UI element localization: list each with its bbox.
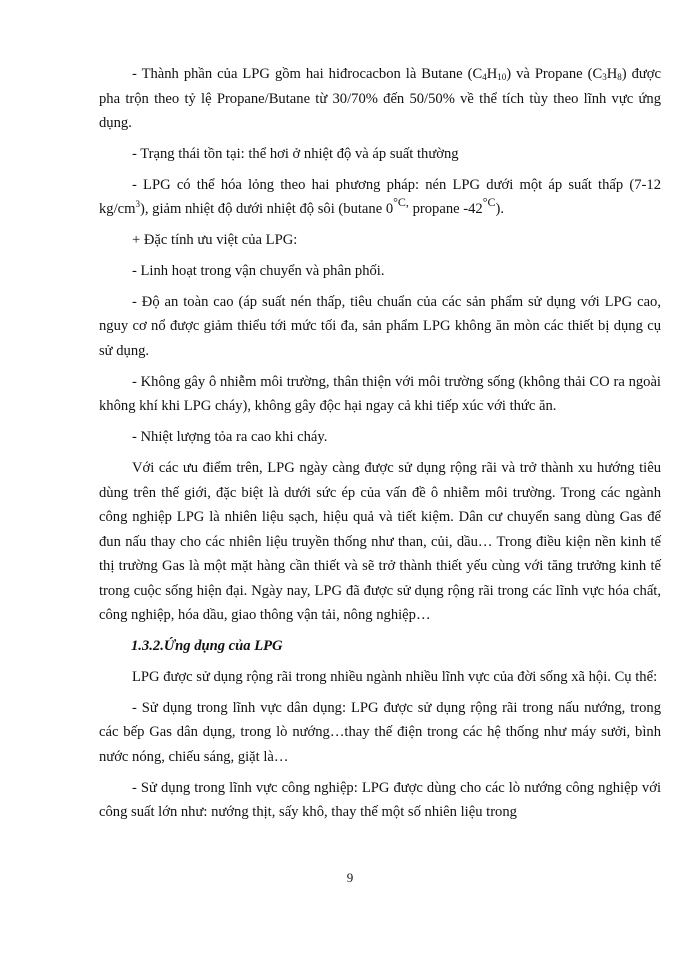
paragraph-lpg-composition: - Thành phần của LPG gồm hai hiđrocacbon là Butane $(C_4H_{10})$ và Propane $(C_3H_8)$ được pha trộn theo tỷ lệ Propane/Butane từ 30/70% đến 50/50% về thể tích tùy theo lĩnh vực ứng dụng. [99,66,662,131]
page-number: 9 [346,870,354,885]
body-text [99,62,661,831]
paragraph-environment: - Không gây ô nhiễm môi trường, thân thiện với môi trường sống (không thải CO ra ngoài không khí khi LPG cháy), không gây độc hại ngay cả khi tiếp xúc với thức ăn. [99,373,661,415]
paragraph-summary: Với các ưu điểm trên, LPG ngày càng được sử dụng rộng rãi và trở thành xu hướng tiêu dùng trên thế giới, đặc biệt là dưới sức ép của vấn đề ô nhiễm môi trường. Trong các ngành công nghiệp LPG là nhiên liệu sạch, hiệu quả và tiết kiệm. Dân cư chuyển sang dùng Gas để đun nấu thay cho các nhiên liệu truyền thống như than, củi, dầu… Trong điều kiện nền kinh tế thị trường Gas là một mặt hàng cần thiết và sẽ trở thành thiết yếu cùng với tăng trưởng kinh tế trong cuộc sống hiện đại. Ngày nay, LPG đã được sử dụng rộng rãi trong các lĩnh vực hóa chất, công nghiệp, hóa dầu, giao thông vận tải, nông nghiệp… [99,460,661,624]
paragraph-flexibility: - Linh hoạt trong vận chuyển và phân phối. [132,263,385,280]
paragraph-residential-use: - Sử dụng trong lĩnh vực dân dụng: LPG được sử dụng rộng rãi trong nấu nướng, trong các bếp Gas dân dụng, trong lò nướng…thay thế điện trong các hệ thống như máy sưởi, bình nước nóng, chiếu sáng, giặt là… [99,699,661,765]
paragraph-advantages-heading: + Đặc tính ưu việt của LPG: [132,232,298,249]
paragraph-safety: - Độ an toàn cao (áp suất nén thấp, tiêu chuẩn của các sản phẩm sử dụng với LPG cao, nguy cơ nổ được giảm thiểu tới mức tối đa, sản phẩm LPG không ăn mòn các thiết bị dụng cụ sử dụng. [99,293,661,359]
paragraph-applications-intro: LPG được sử dụng rộng rãi trong nhiều ngành nhiều lĩnh vực của đời sống xã hội. Cụ thể: [132,668,658,685]
paragraph-heat: - Nhiệt lượng tỏa ra cao khi cháy. [132,429,328,446]
section-heading: 1.3.2.Ứng dụng của LPG [131,638,283,655]
paragraph-industrial-use: - Sử dụng trong lĩnh vực công nghiệp: LPG được dùng cho các lò nướng công nghiệp với công suất lớn như: nướng thịt, sấy khô, thay thế một số nhiên liệu trong [99,779,661,821]
paragraph-liquefaction: - LPG có thể hóa lỏng theo hai phương pháp: nén LPG dưới một áp suất thấp (7-12 $kg/cm^3$), giảm nhiệt độ dưới nhiệt độ sôi (butane $0^{^\circ C,}$ propane $-42^{^\circ C}$). [99,176,661,218]
paragraph-state: - Trạng thái tồn tại: thể hơi ở nhiệt độ và áp suất thường [132,145,459,162]
